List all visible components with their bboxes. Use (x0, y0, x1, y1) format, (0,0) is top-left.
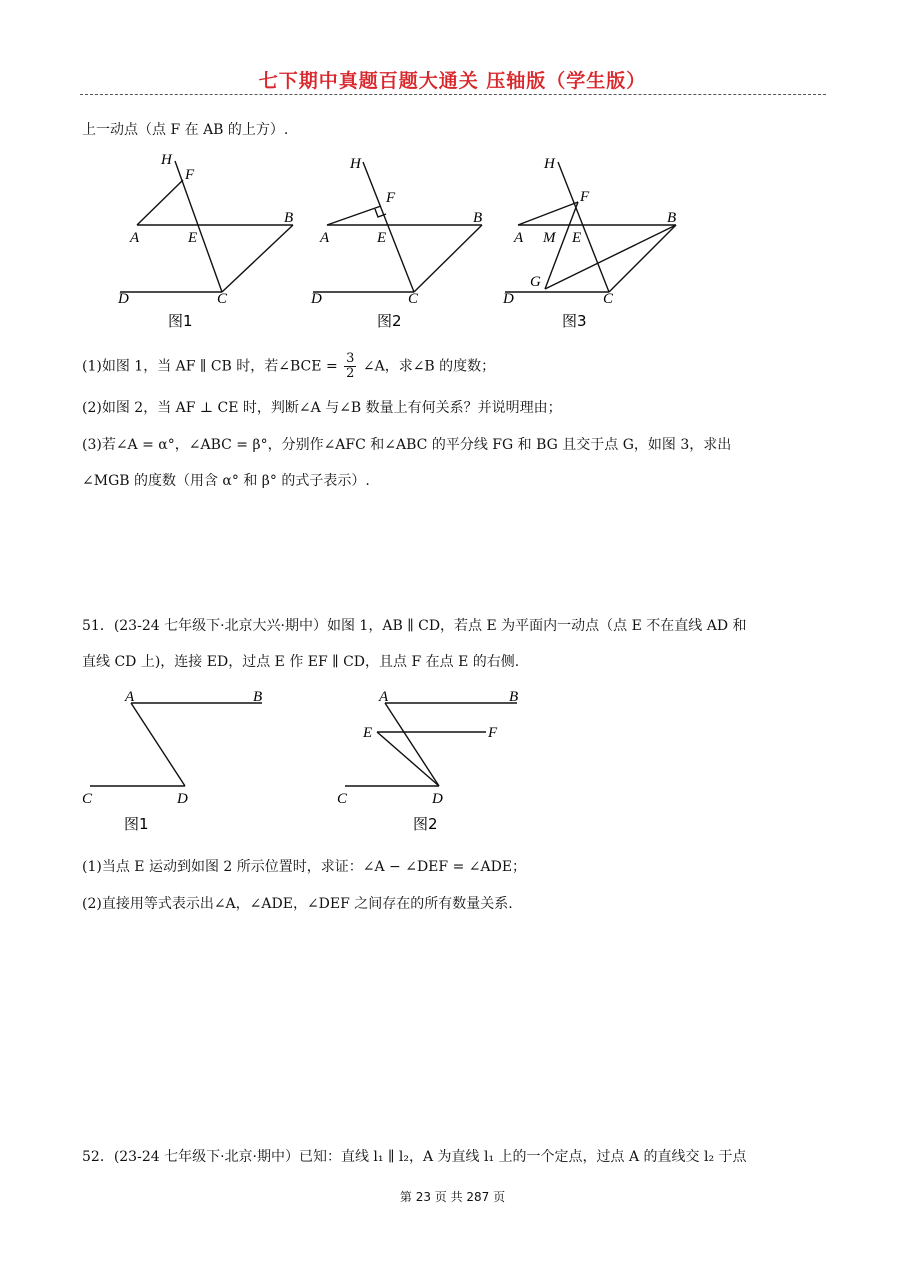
fig1-line-BC (222, 225, 293, 292)
fig1-line-AF (137, 180, 183, 225)
fig3-caption: 图3 (562, 312, 587, 330)
q50-part1-post: ∠A，求∠B 的度数； (362, 358, 496, 375)
figures-q50 (0, 140, 905, 370)
q51-fig2-label-E: E (363, 725, 373, 741)
q50-part2: (2)如图 2，当 AF ⊥ CE 时，判断∠A 与∠B 数量上有何关系？并说明理由； (82, 400, 562, 416)
q51-fig2-label-B: B (509, 689, 519, 705)
fig1-label-C: C (217, 291, 228, 307)
q51-fig1-label-C: C (82, 791, 93, 807)
fig2-label-D: D (311, 291, 322, 307)
q51-fig2-caption: 图2 (413, 815, 438, 833)
page-footer: 第 23 页 共 287 页 (399, 1190, 506, 1204)
fig3-line-BC (609, 225, 676, 292)
q51-part2: (2)直接用等式表示出∠A，∠ADE，∠DEF 之间存在的所有数量关系. (82, 896, 513, 912)
fig1-label-F: F (185, 167, 195, 183)
fig2-line-HC (363, 162, 414, 292)
fig3-label-D: D (503, 291, 514, 307)
figures-q51 (0, 680, 905, 840)
fig3-label-A: A (514, 230, 524, 246)
fig3-label-G: G (530, 274, 541, 290)
fig3-label-M: M (543, 230, 556, 246)
fig2-caption: 图2 (377, 312, 402, 330)
fig3-label-H: H (544, 156, 555, 172)
q51-stem-line1: 51．(23-24 七年级下·北京大兴·期中）如图 1，AB ∥ CD，若点 E 为平面内一动点（点 E 不在直线 AD 和 (82, 618, 747, 634)
q50-part3-line1: (3)若∠A = α°，∠ABC = β°，分别作∠AFC 和∠ABC 的平分线 FG 和 BG 且交于点 G，如图 3，求出 (82, 437, 732, 453)
q51-fig1-label-D: D (177, 791, 188, 807)
intro-text: 上一动点（点 F 在 AB 的上方）. (82, 122, 289, 138)
q51-fig2-label-F: F (488, 725, 498, 741)
q51-fig2-line-AD (385, 703, 439, 786)
fig3-line-AF (518, 202, 578, 225)
fig3-label-F: F (580, 189, 590, 205)
fig2-line-BC (414, 225, 482, 292)
fig2-label-B: B (473, 210, 483, 226)
q51-stem-line2: 直线 CD 上)，连接 ED，过点 E 作 EF ∥ CD，且点 F 在点 E 的右侧. (82, 654, 520, 670)
q51-fig2-label-A: A (379, 689, 389, 705)
fig2-label-C: C (408, 291, 419, 307)
fig3-line-BG (545, 225, 676, 289)
fig2-label-A: A (320, 230, 330, 246)
fig1-label-H: H (161, 152, 172, 168)
q51-fig2-label-D: D (432, 791, 443, 807)
page-header-title: 七下期中真题百题大通关 压轴版（学生版） (258, 70, 647, 92)
q52-stem-line1: 52．(23-24 七年级下·北京·期中）已知：直线 l₁ ∥ l₂，A 为直线 l₁ 上的一个定点，过点 A 的直线交 l₂ 于点 (82, 1149, 747, 1165)
q50-part1-pre: (1)如图 1，当 AF ∥ CB 时，若∠BCE = (82, 358, 338, 375)
q51-fig1-line-AD (131, 703, 185, 786)
fig3-label-B: B (667, 210, 677, 226)
fig2-label-F: F (386, 190, 396, 206)
q51-fig1-caption: 图1 (124, 815, 149, 833)
q50-part1 (82, 352, 495, 381)
fig2-line-AF (327, 206, 381, 225)
q51-fig2-line-ED (377, 732, 439, 786)
fig2-label-H: H (350, 156, 361, 172)
fig1-label-D: D (118, 291, 129, 307)
q50-fraction-numerator: 3 (346, 351, 355, 366)
header-divider (80, 94, 826, 95)
q51-part1: (1)当点 E 运动到如图 2 所示位置时，求证：∠A − ∠DEF = ∠ADE； (82, 859, 527, 875)
q50-part3-line2: ∠MGB 的度数（用含 α° 和 β° 的式子表示）. (82, 473, 370, 489)
fig1-label-A: A (130, 230, 140, 246)
q51-fig1-label-A: A (125, 689, 135, 705)
fig1-caption: 图1 (168, 312, 193, 330)
fig3-label-E: E (572, 230, 582, 246)
q51-fig1-label-B: B (253, 689, 263, 705)
fig2-label-E: E (377, 230, 387, 246)
fig1-label-B: B (284, 210, 294, 226)
fig1-label-E: E (188, 230, 198, 246)
q51-fig2-label-C: C (337, 791, 348, 807)
q50-fraction-denominator: 2 (346, 366, 355, 381)
q50-fraction (344, 352, 356, 381)
fig3-label-C: C (603, 291, 614, 307)
fig3-line-HC (558, 162, 609, 292)
